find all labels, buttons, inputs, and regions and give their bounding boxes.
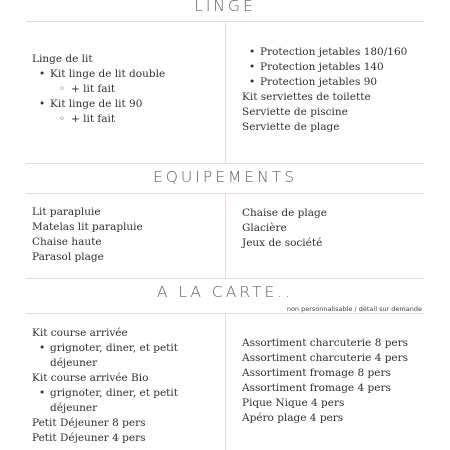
list-item: Chaise haute (32, 236, 102, 248)
carte-column-divider (225, 314, 226, 450)
list-item: • grignoter, diner, et petit (32, 341, 178, 356)
list-item: Chaise de plage (242, 207, 327, 219)
list-item: Serviette de piscine (242, 106, 348, 118)
linge-right-list (242, 45, 407, 135)
list-item: • Kit linge de lit 90 (32, 97, 165, 112)
list-item: ◦ + lit fait (32, 112, 165, 127)
list-item: Lit parapluie (32, 206, 101, 218)
list-item: Assortiment fromage 4 pers (242, 382, 391, 394)
linge-column-divider (225, 22, 226, 163)
list-item: Kit course arrivée Bio (32, 372, 149, 384)
list-item: Assortiment charcuterie 4 pers (242, 352, 409, 364)
carte-note: non personnalisable / détail sur demande (286, 305, 422, 313)
section-title-a-la-carte: A LA CARTE.. (156, 283, 294, 301)
list-item: Petit Déjeuner 4 pers (32, 432, 146, 444)
list-item: Parasol plage (32, 251, 104, 263)
list-item: • Protection jetables 90 (242, 75, 407, 90)
carte-right-list (242, 336, 408, 426)
list-item: • Protection jetables 140 (242, 60, 407, 75)
section-title-equipements: EQUIPEMENTS (152, 168, 298, 186)
section-title-linge: LINGE (194, 0, 256, 15)
equipements-column-divider (225, 194, 226, 278)
list-item: déjeuner (50, 357, 98, 369)
list-item: Serviette de plage (242, 121, 340, 133)
linge-left-list (32, 52, 165, 127)
list-item: • Kit linge de lit double (32, 67, 165, 82)
list-item: Apéro plage 4 pers (242, 412, 344, 424)
list-item: • Protection jetables 180/160 (242, 45, 407, 60)
list-item: Kit serviettes de toilette (242, 91, 371, 103)
list-item: Petit Déjeuner 8 pers (32, 417, 146, 429)
list-item: Pique Nique 4 pers (242, 397, 345, 409)
list-item: Kit course arrivée (32, 327, 128, 339)
list-item: Jeux de société (242, 237, 323, 249)
list-item: déjeuner (50, 402, 98, 414)
section-divider (26, 163, 424, 164)
list-item: Linge de lit (32, 53, 93, 65)
list-item: Matelas lit parapluie (32, 221, 143, 233)
carte-left-list (32, 326, 178, 446)
list-item: Assortiment charcuterie 8 pers (242, 337, 409, 349)
list-item: • grignoter, diner, et petit (32, 386, 178, 401)
list-item: ◦ + lit fait (32, 82, 165, 97)
equipements-right-list (242, 206, 327, 251)
list-item: Glacière (242, 222, 287, 234)
section-divider (26, 278, 424, 279)
list-item: Assortiment fromage 8 pers (242, 367, 391, 379)
equipements-left-list (32, 205, 143, 265)
